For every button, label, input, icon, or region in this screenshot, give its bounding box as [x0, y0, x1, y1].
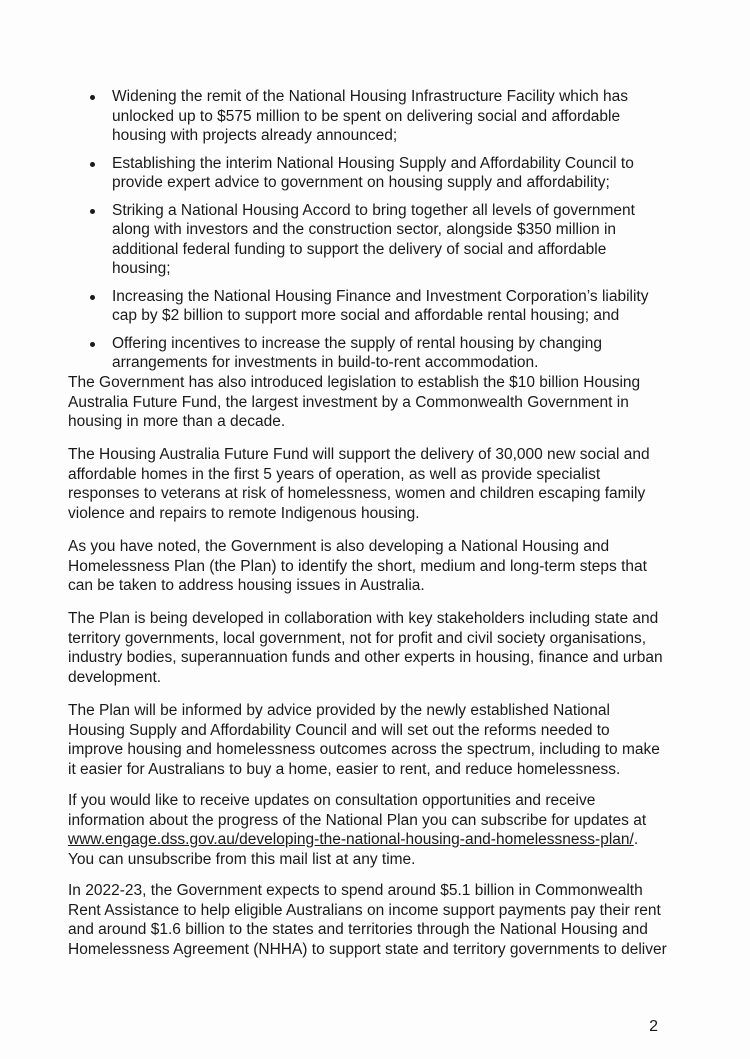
bullet-dot-icon [90, 162, 95, 167]
subscribe-text: If you would like to receive updates on consultation opportunities and receive information about the progress of the National Plan you can subscribe for updates at [68, 792, 647, 829]
paragraph-future-fund-delivery: The Housing Australia Future Fund will support the delivery of 30,000 new social and affordable homes in the first 5 years of operation, as well as provide specialist responses to veterans at risk of homelessness, women and children escaping family violence and repairs to remote Indigenous housing. [68, 446, 650, 522]
bullet-text: Striking a National Housing Accord to bring together all levels of government along with investors and the construction sector, alongside $350 million in additional federal funding to support the delivery of social and affordable housing; [112, 201, 635, 277]
bullet-item [88, 201, 668, 279]
paragraph-future-fund: The Government has also introduced legislation to establish the $10 billion Housing Australia Future Fund, the largest investment by a Commonwealth Government in housing in more than a decade. [68, 374, 641, 430]
unsubscribe-text: . You can unsubscribe from this mail list at any time. [68, 831, 639, 868]
bullet-dot-icon [90, 295, 95, 300]
bullet-item [88, 87, 668, 146]
paragraph-rent-assistance: In 2022-23, the Government expects to spend around $5.1 billion in Commonwealth Rent Assistance to help eligible Australians on income support payments pay their rent and around $1.6 billion to the states and territories through the National Housing and Homelessness Agreement (NHHA) to support state and territory governments to deliver [68, 882, 667, 958]
paragraph-subscribe [68, 791, 668, 869]
bullet-text: Increasing the National Housing Finance and Investment Corporation’s liability cap by $2 billion to support more social and affordable rental housing; and [112, 287, 649, 324]
paragraph-national-plan: As you have noted, the Government is also developing a National Housing and Homelessness Plan (the Plan) to identify the short, medium and long-term steps that can be taken to address housing issues in Australia. [68, 538, 647, 594]
page-number: 2 [649, 1018, 658, 1035]
bullet-item [88, 334, 668, 373]
initiatives-bullet-list [88, 87, 668, 381]
consultation-link[interactable]: www.engage.dss.gov.au/developing-the-national-housing-and-homelessness-plan/ [68, 831, 634, 848]
bullet-dot-icon [90, 342, 95, 347]
bullet-dot-icon [90, 95, 95, 100]
bullet-item [88, 287, 668, 326]
bullet-text: Widening the remit of the National Housing Infrastructure Facility which has unlocked up to $575 million to be spent on delivering social and affordable housing with projects already announced; [112, 88, 629, 144]
paragraph-plan-collaboration: The Plan is being developed in collaboration with key stakeholders including state and territory governments, local government, not for profit and civil society organisations, industry bodies, superannuation funds and other experts in housing, finance and urban development. [68, 610, 663, 686]
paragraph-plan-advice: The Plan will be informed by advice provided by the newly established National Housing Supply and Affordability Council and will set out the reforms needed to improve housing and homelessness outcomes across the spectrum, including to make it easier for Australians to buy a home, easier to rent, and reduce homelessness. [68, 702, 660, 778]
bullet-text: Offering incentives to increase the supply of rental housing by changing arrangements for investments in build-to-rent accommodation. [112, 334, 602, 371]
bullet-text: Establishing the interim National Housing Supply and Affordability Council to provide expert advice to government on housing supply and affordability; [112, 154, 634, 191]
bullet-dot-icon [90, 209, 95, 214]
bullet-item [88, 154, 668, 193]
